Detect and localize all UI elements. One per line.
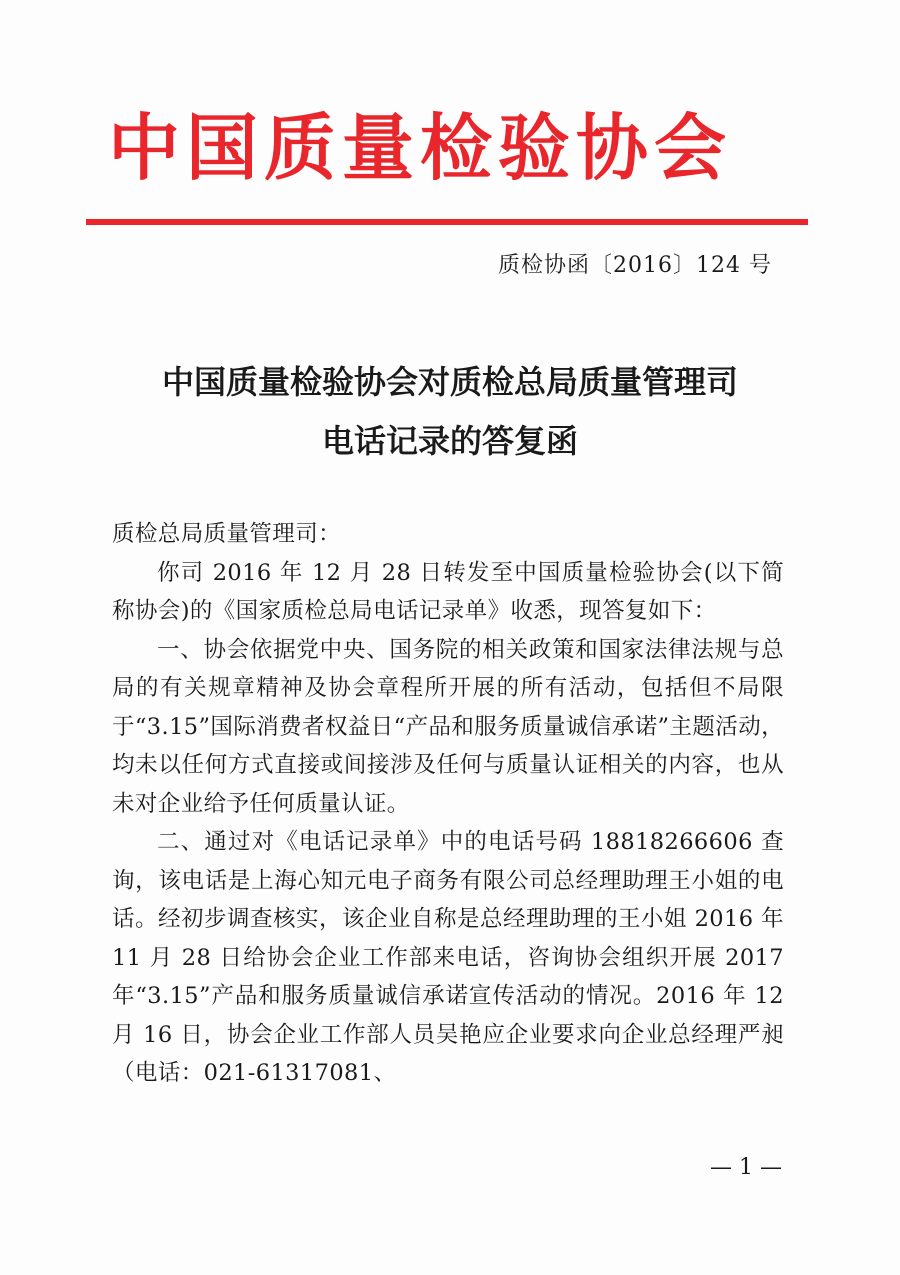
paragraph-3: 二、通过对《电话记录单》中的电话号码 18818266606 查询，该电话是上海心知元电子商务有限公司总经理助理王小姐的电话。经初步调查核实，该企业自称是总经理助理的王小姐 2016 年 11 月 28 日给协会企业工作部来电话，咨询协会组织开展 2017 年“3.15”产品和服务质量诚信承诺宣传活动的情况。2016 年 12 月 16 日，协会企业工作部人员吴艳应企业要求向企业总经理严昶（电话：021-61317081、 — [112, 829, 784, 1086]
header-divider — [86, 219, 808, 225]
salutation: 质检总局质量管理司： — [112, 521, 342, 547]
document-title-line-1: 中国质量检验协会对质检总局质量管理司 — [161, 363, 738, 401]
paragraph-2: 一、协会依据党中央、国务院的相关政策和国家法律法规与总局的有关规章精神及协会章程所开展的所有活动，包括但不局限于“3.15”国际消费者权益日“产品和服务质量诚信承诺”主题活动，均未以任何方式直接或间接涉及任何与质量认证相关的内容，也从未对企业给予任何质量认证。 — [112, 636, 784, 817]
page-number: — 1 — — [710, 1155, 782, 1180]
document-title-line-2: 电话记录的答复函 — [321, 422, 578, 460]
paragraph-1: 你司 2016 年 12 月 28 日转发至中国质量检验协会(以下简称协会)的《国家质检总局电话记录单》收悉，现答复如下： — [112, 559, 784, 624]
letter-body — [112, 515, 784, 1093]
organization-header: 中国质量检验协会 — [108, 106, 733, 190]
document-number: 质检协函〔2016〕124 号 — [498, 253, 772, 278]
